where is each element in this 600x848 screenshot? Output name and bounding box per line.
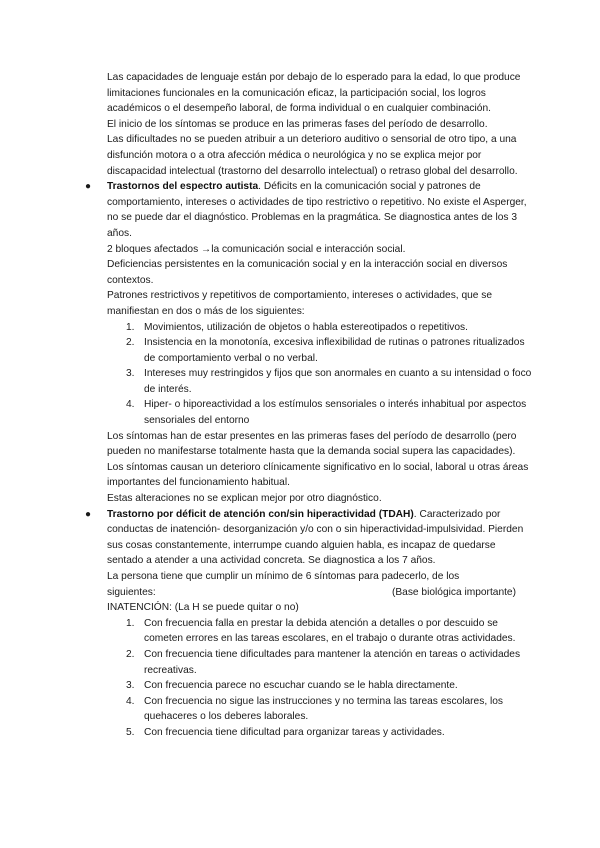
- intro-paragraph-3: Las dificultades no se pueden atribuir a un deterioro auditivo o sensorial de otro tipo, a una disfunción motora o a otra afección médica o neurológica y no se explica mejor por discapacidad intelectual (trastorno del desarrollo intelectual) o retraso global del desarrollo.: [107, 134, 518, 177]
- tdah-requirement-left: siguientes:: [107, 586, 156, 598]
- list-text: Con frecuencia parece no escuchar cuando se le habla directamente.: [144, 680, 458, 692]
- intro-paragraph-1: Las capacidades de lenguaje están por debajo de lo esperado para la edad, lo que produce limitaciones funcionales en la comunicación eficaz, la participación social, los logros académicos o el desempeño laboral, de forma individual o en cualquier combinación.: [107, 72, 521, 115]
- list-item: [107, 647, 532, 678]
- list-text: Movimientos, utilización de objetos o habla estereotipados o repetitivos.: [144, 321, 468, 333]
- intro-paragraph-2: El inicio de los síntomas se produce en las primeras fases del período de desarrollo.: [107, 118, 488, 130]
- tdah-criteria-list: [107, 616, 532, 741]
- list-text: Con frecuencia tiene dificultad para organizar tareas y actividades.: [144, 726, 445, 738]
- autism-deficits: Deficiencias persistentes en la comunicación social y en la interacción social en diversos contextos.: [107, 259, 508, 286]
- list-item: [107, 616, 532, 647]
- inattention-heading: INATENCIÓN: (La H se puede quitar o no): [107, 602, 299, 614]
- tdah-requirement-line2: [107, 585, 532, 601]
- list-number: 2.: [126, 337, 135, 349]
- autism-after-2: Los síntomas causan un deterioro clínicamente significativo en lo social, laboral u otras áreas importantes del funcionamiento habitual.: [107, 461, 529, 489]
- list-number: 1.: [126, 321, 135, 333]
- list-item: [107, 678, 532, 694]
- autism-intro: [107, 179, 532, 241]
- autism-blocks: 2 bloques afectados →la comunicación social e interacción social.: [107, 243, 406, 255]
- list-number: 2.: [126, 648, 135, 660]
- list-item: [107, 335, 532, 366]
- autism-criteria-list: [107, 320, 532, 429]
- list-number: 3.: [126, 368, 135, 380]
- list-text: Insistencia en la monotonía, excesiva inflexibilidad de rutinas o patrones ritualizados de comportamiento verbal o no verbal.: [144, 337, 525, 364]
- autism-section: [85, 179, 532, 241]
- list-number: 4.: [126, 399, 135, 411]
- list-item: [107, 397, 532, 428]
- list-item: [107, 694, 532, 725]
- list-number: 3.: [126, 680, 135, 692]
- autism-patterns-intro: Patrones restrictivos y repetitivos de comportamiento, intereses o actividades, que se manifiestan en dos o más de los siguientes:: [107, 290, 493, 317]
- document-body: [85, 70, 532, 741]
- list-number: 1.: [126, 617, 135, 629]
- list-text: Intereses muy restringidos y fijos que son anormales en cuanto a su intensidad o foco de interés.: [144, 368, 532, 395]
- list-text: Hiper- o hiporeactividad a los estímulos sensoriales o interés inhabitual por aspectos sensoriales del entorno: [144, 399, 527, 427]
- tdah-title: Trastorno por déficit de atención con/sin hiperactividad (TDAH): [107, 508, 414, 520]
- list-number: 5.: [126, 726, 135, 738]
- list-text: Con frecuencia tiene dificultades para mantener la atención en tareas o actividades recreativas.: [144, 648, 521, 676]
- tdah-biological-note: (Base biológica importante): [391, 586, 516, 598]
- autism-after-3: Estas alteraciones no se explican mejor por otro diagnóstico.: [107, 493, 382, 505]
- list-text: Con frecuencia falla en prestar la debida atención a detalles o por descuido se cometen errores en las tareas escolares, en el trabajo o durante otras actividades.: [144, 617, 516, 645]
- tdah-description: . Caracterizado por conductas de inatención- desorganización y/o con o sin hiperactividad-impulsividad. Pierden sus cosas constantemente, interrumpe cuando alguien habla, es incapaz de quedarse sentado a atender a una actividad concreta. Se diagnostica a los 7 años.: [107, 508, 524, 567]
- list-item: [107, 320, 532, 336]
- list-item: [107, 725, 532, 741]
- tdah-intro: [107, 507, 532, 569]
- autism-description: . Déficits en la comunicación social y patrones de comportamiento, intereses o actividades de tipo restrictivo o repetitivo. No existe el Asperger, no se puede dar el diagnóstico. Problemas en la pragmática. Se diagnostica antes de los 3 años.: [107, 181, 527, 239]
- tdah-requirement: La persona tiene que cumplir un mínimo de 6 síntomas para padecerlo, de los: [107, 571, 460, 582]
- list-number: 4.: [126, 695, 135, 707]
- autism-after-1: Los síntomas han de estar presentes en las primeras fases del período de desarrollo (pero pueden no manifestarse totalmente hasta que la demanda social supera las capacidades).: [107, 430, 517, 458]
- list-text: Con frecuencia no sigue las instrucciones y no termina las tareas escolares, los quehaceres o los deberes laborales.: [144, 695, 504, 723]
- tdah-section: [85, 507, 532, 569]
- list-item: [107, 366, 532, 397]
- autism-title: Trastornos del espectro autista: [107, 181, 259, 193]
- bullet-icon: ●: [85, 181, 92, 193]
- bullet-icon: ●: [85, 508, 92, 520]
